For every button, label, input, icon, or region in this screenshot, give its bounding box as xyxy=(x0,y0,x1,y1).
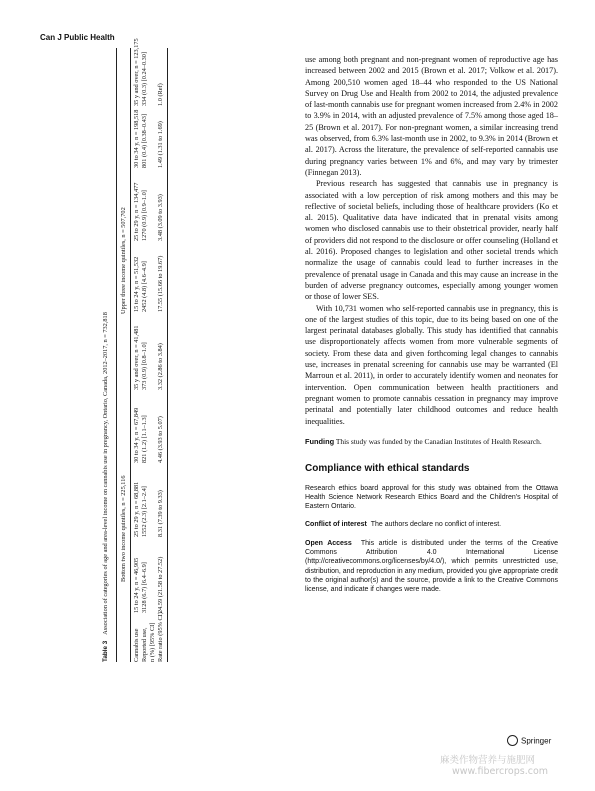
table-group-rule xyxy=(130,48,131,662)
table-caption xyxy=(102,312,110,662)
table-cell: 2452 (4.8) [4.6–4.9] xyxy=(141,261,148,312)
column-header: 30 to 34 y, n = 198,518 xyxy=(133,109,140,168)
table-3 xyxy=(100,38,295,662)
table-row xyxy=(133,38,141,662)
row-label-rate-ratio: Rate ratio (95% CI) xyxy=(157,612,164,662)
table-cell: 373 (0.9) [0.8–1.0] xyxy=(141,342,148,390)
table-cell: 1.49 (1.31 to 1.69) xyxy=(157,121,164,168)
column-header: 35 y and over, n = 41,481 xyxy=(133,325,140,390)
table-top-rule xyxy=(116,48,117,662)
table-label: Table 3 xyxy=(102,640,109,662)
table-caption-text: Association of categories of age and area-level income on cannabis use in pregnancy, Ontario, Canada, 2012–2017, n = 732,818 xyxy=(102,312,109,635)
table-cell: 24.59 (21.58 to 27.52) xyxy=(157,556,164,613)
table-cell: 801 (0.4) [0.38–0.43] xyxy=(141,113,148,168)
group-header-upper: Upper three income quintiles, n = 507,702 xyxy=(120,207,127,314)
funding-label: Funding xyxy=(305,436,335,446)
springer-horse-icon xyxy=(507,735,518,746)
coi-label: Conflict of interest xyxy=(305,521,367,529)
ethics-statement: Research ethics board approval for this study was obtained from the Ottawa Health Science Network Research Ethics Board and the Children’s Hospital of Eastern Ontario. xyxy=(305,484,558,511)
column-header: 30 to 34 y, n = 67,849 xyxy=(133,407,140,463)
group-header-bottom: Bottom two income quintiles, n = 225,116 xyxy=(120,475,127,582)
watermark-line-2: www.fibercrops.com xyxy=(452,766,549,777)
conflict-of-interest xyxy=(305,520,558,529)
table-cell: 8.31 (7.39 to 9.33) xyxy=(157,490,164,537)
table-cell: 1270 (0.9) [0.9–1.0] xyxy=(141,190,148,241)
table-cell: 3128 (6.7) [6.4–6.9] xyxy=(141,562,148,613)
row-label-n-pct: n (%) [95% CI] xyxy=(149,622,156,662)
column-header: 15 to 24 y, n = 46,905 xyxy=(133,557,140,613)
table-row xyxy=(149,48,157,662)
body-paragraph: Previous research has suggested that cannabis use in pregnancy is associated with a low perception of risk among mothers and this may be reflective of societal beliefs, including those of healthcare providers (Ko et al. 2015). Qualitative data have indicated that in prenatal visits among women who disclosed cannabis use to their obstetrical provider, nearly half of providers did not respond to the disclosure or offer counseling (Holland et al. 2016). Proposed changes to legislation and other societal trends which normalize the usage of cannabis could lead to further increases in the prevalence of prenatal usage in Canada and this may cause an increase in the burden of adverse pregnancy outcomes, especially among younger women or those of lower SES. xyxy=(305,179,558,302)
table-cell: 1552 (2.3) [2.1–2.4] xyxy=(141,486,148,537)
column-header: 15 to 24 y, n = 51,532 xyxy=(133,256,140,312)
table-cell: 334 (0.3) [0.24–0.30] xyxy=(141,51,148,106)
column-header: 35 y and over, n = 123,175 xyxy=(133,38,140,106)
body-paragraph: With 10,731 women who self-reported cannabis use in pregnancy, this is one of the largest studies of this topic, due to its being based on one of the largest perinatal databases globally. This study has identified that cannabis use disproportionately affects women from more vulnerable segments of society. From these data and given forthcoming legal changes to cannabis use, increases in prenatal screening for cannabis use may be warranted (El Marroun et al. 2011), in order to accurately identify women and neonates for intervention. Open communication between health practitioners and pregnant women to promote cannabis cessation in pregnancy may improve perinatal and potentially later childhood outcomes and reduce health inequalities. xyxy=(305,303,558,426)
table-3-container xyxy=(100,38,295,662)
table-cell: 3.48 (3.09 to 3.93) xyxy=(157,194,164,241)
funding-statement xyxy=(305,437,558,447)
row-label-cannabis-use: Cannabis use xyxy=(133,628,140,662)
table-bottom-rule xyxy=(167,48,168,662)
body-column xyxy=(305,54,558,595)
publisher-name: Springer xyxy=(521,736,552,746)
open-access-text: This article is distributed under the terms of the Creative Commons Attribution 4.0 International License (http://creativecommons.org/licenses/by/4.0/), which permits unrestricted use, distribution, and reproduction in any medium, provided you give appropriate credit to the original author(s) and the source, provide a link to the Creative Commons license, and indicate if changes were made. xyxy=(305,539,558,594)
section-heading: Compliance with ethical standards xyxy=(305,463,470,475)
table-row xyxy=(141,48,149,662)
watermark-line-1: 麻类作物营养与施肥网 xyxy=(440,755,536,766)
column-header: 25 to 29 y, n = 134,477 xyxy=(133,182,140,241)
publisher-logo xyxy=(507,736,551,747)
coi-text: The authors declare no conflict of interest. xyxy=(370,521,502,529)
row-label-reported-use: Reported use, xyxy=(141,627,148,662)
open-access-label: Open Access xyxy=(305,539,352,547)
table-cell: 17.55 (15.66 to 19.67) xyxy=(157,255,164,312)
open-access-statement xyxy=(305,539,558,595)
body-paragraph: use among both pregnant and non-pregnant women of reproductive age has increased between 2002 and 2015 (Brown et al. 2017; Volkow et al. 2017). Among 200,510 women aged 18–44 who responded to the US National Survey on Drug Use and Health from 2002 to 2014, the adjusted prevalence of last-month cannabis use for pregnant women increased from 2.4% in 2002 to 3.9% in 2014, with an adjusted prevalence of 7.5% among those aged 18–25 (Brown et al. 2017). For non-pregnant women, a similar increasing trend was observed, from 6.3% last-month use in 2002, to 9.3% in 2014 (Brown et al. 2017). Across the literature, the prevalence of self-reported cannabis use during pregnancy varies between 1% and 6%, and may vary by trimester (Finnegan 2013). xyxy=(305,55,558,177)
funding-text: This study was funded by the Canadian Institutes of Health Research. xyxy=(335,436,542,446)
table-row xyxy=(157,48,165,662)
table-cell: 821 (1.2) [1.1–1.3] xyxy=(141,415,148,463)
journal-header: Can J Public Health xyxy=(40,33,115,42)
table-cell: 1.0 (Ref) xyxy=(157,83,164,106)
column-header: 25 to 29 y, n = 68,881 xyxy=(133,481,140,537)
table-cell: 4.46 (3.93 to 5.07) xyxy=(157,416,164,463)
table-cell: 3.32 (2.86 to 3.84) xyxy=(157,343,164,390)
